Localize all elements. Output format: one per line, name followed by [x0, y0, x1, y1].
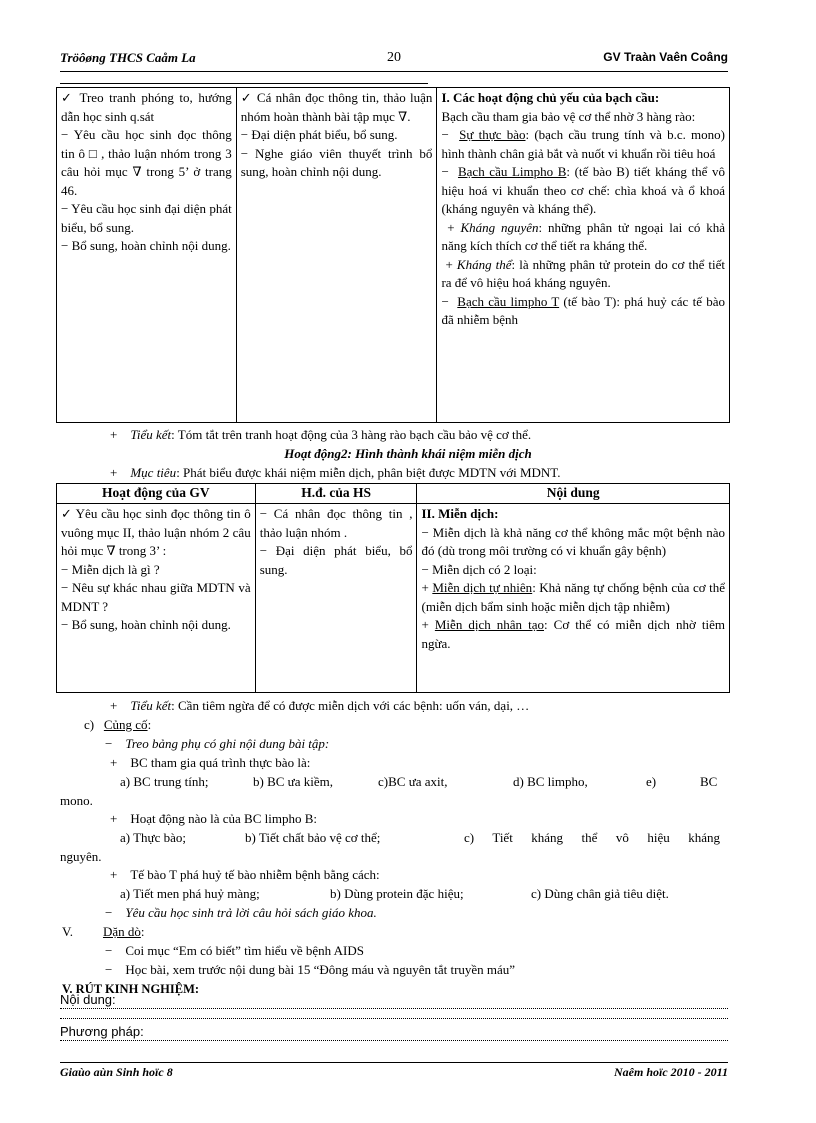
homework-item: − Học bài, xem trước nội dung bài 15 “Đông máu và nguyên tắt truyền máu” [105, 962, 516, 977]
question-text: Hoạt động nào là của BC limpho B: [130, 811, 318, 826]
term: Miễn dịch nhân tạo [434, 617, 544, 632]
content-label: Nội dung: [60, 992, 116, 1007]
homework-heading: V. Dặn dò: [62, 924, 145, 939]
page-number: 20 [387, 50, 401, 65]
option: a) Tiết men phá huỷ màng; [120, 886, 260, 901]
question-2: + Hoạt động nào là của BC limpho B: [110, 811, 318, 826]
term-text: : những phân tử ngoại lai có khả năng kích thích cơ thể tiết ra kháng thể. [441, 219, 725, 253]
option: a) BC trung tính; [120, 774, 209, 789]
t1-c1-line: − Yêu cầu học sinh đại diện phát biểu, bổ sung. [61, 201, 232, 235]
question-2-wrap: nguyên. [60, 849, 102, 864]
activity2-table [56, 483, 730, 693]
teacher-activity-cell [57, 88, 237, 423]
student-activity-cell [236, 88, 437, 423]
option: b) Tiết chất bảo vệ cơ thể; [245, 830, 381, 845]
objective-text: : Phát biểu được khái niệm miễn dịch, phân biệt được MDTN với MDNT. [176, 465, 561, 480]
question-text: Tế bào T phá huỷ tế bào nhiễm bệnh bằng cách: [130, 867, 380, 882]
immunity-definition: − Miễn dịch là khả năng cơ thể không mắc một bệnh nào đó (dù trong môi trường có vi khuẩn gây bệnh) [421, 524, 725, 558]
b-cell-item: − Bạch cầu Limpho B: (tế bào B) tiết kháng thể vô hiệu hoá vi khuẩn theo cơ chế: chìa khoá và ổ khoá (kháng nguyên và kháng thể). [441, 164, 725, 216]
consolidation-heading: c) Củng cố: [84, 717, 152, 732]
t-cell-item: − Bạch cầu limpho T (tế bào T): phá huỷ các tế bào đã nhiễm bệnh [441, 293, 725, 327]
student-activity-cell [255, 504, 417, 693]
objective-label: Mục tiêu [130, 465, 177, 480]
phagocytosis-item: − Sự thực bào: (bạch cầu trung tính và b.c. mono) hình thành chân giả bắt và nuốt vi khuẩn rồi tiêu hoá [441, 127, 725, 161]
option: c) Tiết kháng thể vô hiệu kháng [464, 830, 720, 845]
section-title: I. Các hoạt động chủ yếu của bạch cầu: [441, 90, 660, 105]
question-1: + BC tham gia quá trình thực bào là: [110, 755, 311, 770]
summary-label: Tiểu kết [130, 427, 172, 442]
term: Kháng nguyên [460, 219, 539, 235]
method-label: Phương pháp: [60, 1024, 144, 1039]
footer-rule [60, 1062, 728, 1063]
option: a) Thực bào; [120, 830, 187, 845]
teacher-name: GV Traàn Vaên Coâng [603, 50, 728, 64]
t2-c2-line: − Cá nhân đọc thông tin , thảo luận nhóm . [259, 506, 413, 540]
term: Bạch cầu limpho T [457, 293, 560, 309]
board-line: − Treo bảng phụ có ghi nội dung bài tập: [105, 736, 330, 751]
teacher-activity-cell [57, 504, 256, 693]
footer-left: Giaùo aùn Sinh hoïc 8 [60, 1065, 173, 1079]
t1-c2-line: − Nghe giáo viên thuyết trình bổ sung, hoàn chỉnh nội dung. [240, 145, 433, 179]
content-intro: Bạch cầu tham gia bảo vệ cơ thể nhờ 3 hàng rào: [441, 108, 696, 124]
term: Kháng thể [456, 256, 512, 272]
t2-c1-line: ✓ Yêu cầu học sinh đọc thông tin ô vuông mục II, thảo luận nhóm 2 câu hỏi mục ∇ trong 3’ : [61, 506, 251, 558]
page-header [60, 50, 728, 68]
artificial-immunity: + Miễn dịch nhân tạo: Cơ thể có miễn dịch nhờ tiêm ngừa. [421, 617, 725, 651]
header-teacher: Hoạt động của GV [57, 484, 256, 504]
t1-c1-line: ✓ Treo tranh phóng to, hướng dẫn học sinh q.sát [61, 90, 232, 124]
section-title: II. Miễn dịch: [421, 506, 499, 521]
summary-text: : Cần tiêm ngừa để có được miễn dịch với các bệnh: uốn ván, dại, … [171, 698, 530, 713]
natural-immunity: + Miễn dịch tự nhiên: Khả năng tự chống bệnh của cơ thể (miễn dịch bẩm sinh hoặc miễn dịch tập nhiễm) [421, 580, 725, 614]
homework-item: − Coi mục “Em có biết” tìm hiểu về bệnh AIDS [105, 943, 364, 958]
option: b) BC ưa kiềm, [253, 774, 333, 789]
board-text: Treo bảng phụ có ghi nội dung bài tập: [125, 736, 330, 751]
summary-2: + Tiểu kết: Cần tiêm ngừa để có được miễn dịch với các bệnh: uốn ván, dại, … [110, 698, 530, 713]
heading-num: V. [62, 924, 73, 939]
dotted-line [60, 1018, 728, 1019]
school-name: Tröôøng THCS Caåm La [60, 50, 196, 65]
term: Sự thực bào [459, 127, 526, 142]
term-text: (tế bào T): phá huỷ các tế bào đã nhiễm bệnh [441, 293, 725, 327]
t1-c2-line: ✓ Cá nhân đọc thông tin, thảo luận nhóm hoàn thành bài tập mục ∇. [240, 90, 433, 124]
t1-c1-line: − Yêu cầu học sinh đọc thông tin ô □ , thảo luận nhóm trong 3 câu hỏi mục ∇ trong 5’ ở trang 46. [61, 127, 232, 198]
summary-text: : Tóm tắt trên tranh hoạt động của 3 hàng rào bạch cầu bảo vệ cơ thể. [171, 427, 532, 442]
term: Bạch cầu Limpho B [457, 164, 567, 179]
experience-title: V. RÚT KINH NGHIỆM: [62, 982, 200, 996]
homework-text: Học bài, xem trước nội dung bài 15 “Đông máu và nguyên tắt truyền máu” [125, 962, 516, 977]
t2-c1-line: − Bổ sung, hoàn chỉnh nội dung. [61, 617, 231, 632]
summary-1: + Tiểu kết: Tóm tắt trên tranh hoạt động của 3 hàng rào bạch cầu bảo vệ cơ thể. [110, 427, 532, 442]
page-footer [60, 1065, 728, 1080]
question-text: BC tham gia quá trình thực bào là: [130, 755, 311, 770]
term-text: : (bạch cầu trung tính và b.c. mono) hình thành chân giả bắt và nuốt vi khuẩn rồi tiêu hoá [441, 127, 725, 161]
header-rule-short [60, 83, 428, 84]
header-rule [60, 71, 728, 72]
answer-text: Yêu cầu học sinh trả lời câu hỏi sách giáo khoa. [125, 905, 377, 920]
t1-c1-line: − Bổ sung, hoàn chỉnh nội dung. [61, 238, 231, 253]
dotted-line [60, 1008, 728, 1009]
dotted-line [60, 1040, 728, 1041]
question-1-wrap: mono. [60, 793, 93, 808]
activity2-title: Hoạt động2: Hình thành khái niệm miễn dịch [284, 446, 532, 461]
summary-label: Tiểu kết [130, 698, 172, 713]
heading-prefix: c) [84, 717, 95, 732]
t1-c2-line: − Đại diện phát biểu, bổ sung. [240, 127, 398, 142]
option: e) [646, 774, 657, 789]
objective: + Mục tiêu: Phát biểu được khái niệm miễn dịch, phân biệt được MDTN với MDNT. [110, 465, 561, 480]
option: d) BC limpho, [513, 774, 588, 789]
term-text: : (tế bào B) tiết kháng thể vô hiệu hoá vi khuẩn theo cơ chế: chìa khoá và ổ khoá (kháng nguyên và kháng thể). [441, 164, 725, 216]
term: Miễn dịch tự nhiên [432, 580, 533, 595]
activity1-table [56, 87, 730, 423]
heading-text: Dặn dò [102, 924, 141, 939]
footer-right: Naêm hoïc 2010 - 2011 [614, 1065, 728, 1079]
option: b) Dùng protein đặc hiệu; [330, 886, 464, 901]
t2-c2-line: − Đại diện phát biểu, bổ sung. [259, 543, 413, 577]
header-content: Nội dung [417, 484, 730, 504]
header-student: H.đ. của HS [255, 484, 417, 504]
t2-c1-line: − Nêu sự khác nhau giữa MDTN và MDNT ? [61, 580, 251, 614]
question-3: + Tế bào T phá huỷ tế bào nhiễm bệnh bằng cách: [110, 867, 380, 882]
term-text: : là những phân tử protein do cơ thể tiết ra để vô hiệu hoá kháng nguyên. [441, 256, 726, 290]
antigen-item: + Kháng nguyên: những phân tử ngoại lai có khả năng kích thích cơ thể tiết ra kháng thể. [441, 219, 725, 253]
antibody-item: + Kháng thể: là những phân tử protein do cơ thể tiết ra để vô hiệu hoá kháng nguyên. [441, 256, 726, 290]
term-text: : Cơ thể có miễn dịch nhờ tiêm ngừa. [421, 617, 725, 651]
answer-requirement: − Yêu cầu học sinh trả lời câu hỏi sách giáo khoa. [105, 905, 377, 920]
content-cell [437, 88, 730, 423]
homework-text: Coi mục “Em có biết” tìm hiểu về bệnh AIDS [125, 943, 364, 958]
immunity-types: − Miễn dịch có 2 loại: [421, 561, 537, 577]
option: c) Dùng chân giả tiêu diệt. [531, 886, 669, 901]
option: c)BC ưa axit, [378, 774, 448, 789]
t2-c1-line: − Miễn dịch là gì ? [61, 561, 160, 577]
content-cell [417, 504, 730, 693]
term-text: : Khả năng tự chống bệnh của cơ thể (miễn dịch bẩm sinh hoặc miễn dịch tập nhiễm) [421, 580, 725, 614]
heading-text: Củng cố [103, 717, 148, 732]
option: BC [700, 774, 718, 789]
